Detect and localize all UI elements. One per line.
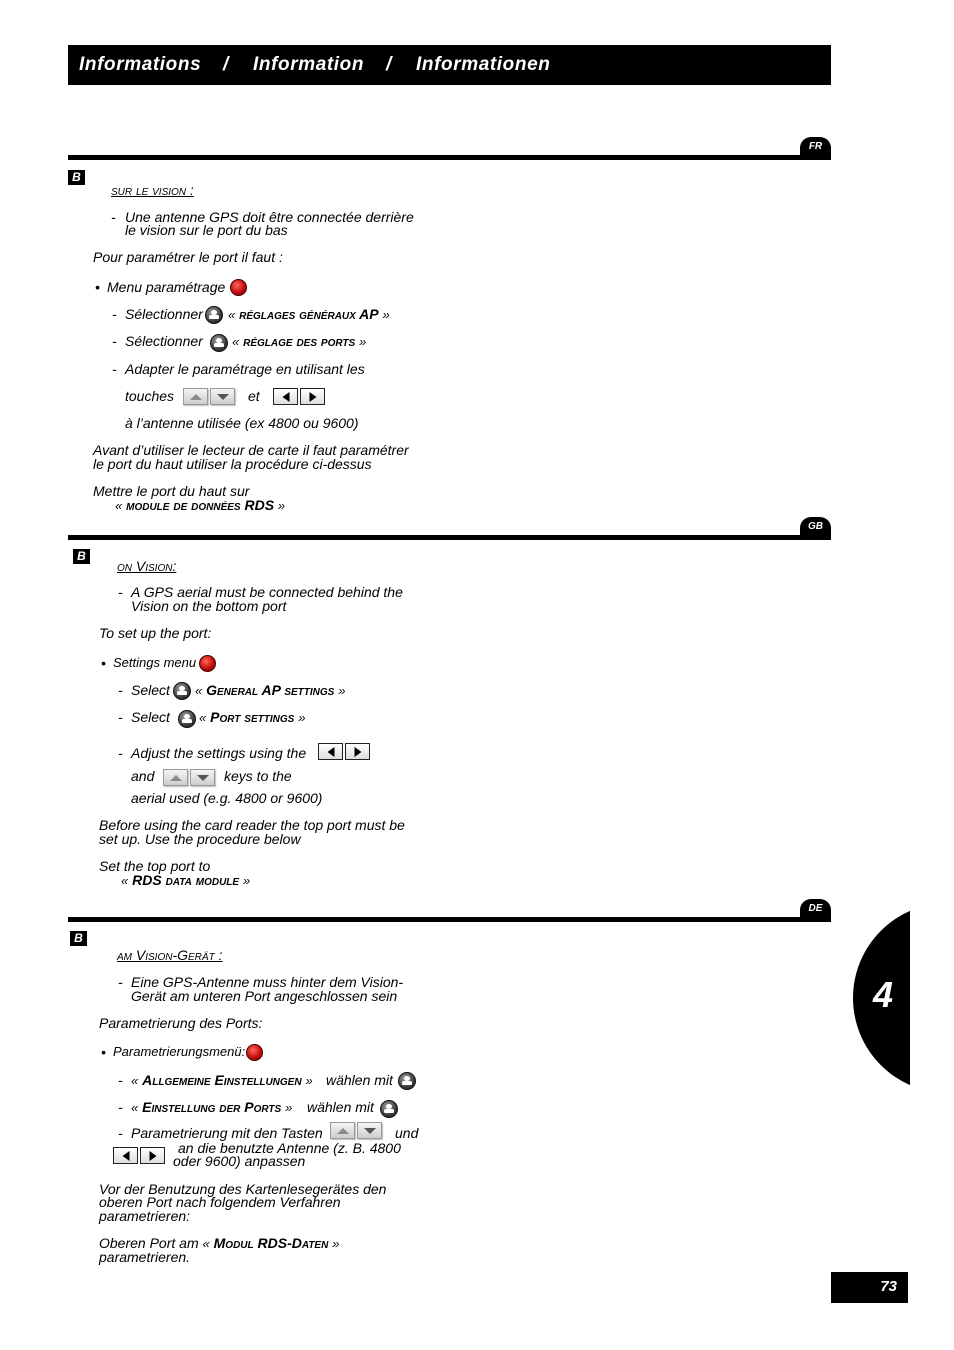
quote-close: »: [298, 710, 306, 725]
list-dash: -: [118, 1072, 123, 1088]
select-button-icon: [178, 710, 196, 728]
down-key-icon: [190, 769, 215, 786]
gps-text-line-1: Eine GPS-Antenne muss hinter dem Vision-: [131, 974, 404, 990]
quote-close: »: [285, 1100, 293, 1115]
menu-button-icon: [199, 655, 216, 672]
left-right-keys-icon: [273, 388, 325, 405]
down-arrow-icon: [217, 394, 229, 400]
select-text: Sélectionner: [125, 306, 203, 322]
up-down-keys-icon: [183, 388, 235, 405]
select-button-icon: [173, 682, 191, 700]
down-arrow-icon: [197, 775, 209, 781]
quote-close: »: [359, 334, 367, 349]
quote-open: «: [199, 710, 207, 725]
list-bullet: •: [95, 279, 100, 295]
adjust-text-line-1: Adjust the settings using the: [131, 745, 307, 761]
card-reader-text-line-2: le port du haut utiliser la procédure ci-dessus: [93, 456, 372, 472]
up-arrow-icon: [190, 394, 202, 400]
up-key-icon: [163, 769, 188, 786]
gps-text-line-2: Vision on the bottom port: [131, 598, 287, 614]
header-separator: /: [223, 54, 229, 75]
list-dash: -: [111, 209, 116, 225]
card-reader-text-line-2: oberen Port nach folgendem Verfahren: [99, 1194, 341, 1210]
badge-letter: B: [77, 549, 86, 563]
section-heading: on Vision:: [117, 558, 177, 574]
quote-open: «: [232, 334, 240, 349]
right-arrow-icon: [309, 392, 316, 402]
select-text: wählen mit: [326, 1072, 393, 1088]
quote-open: «: [228, 307, 236, 322]
quote-close: »: [277, 498, 286, 513]
left-arrow-icon: [282, 392, 289, 402]
menu-label: réglage des ports: [243, 333, 356, 349]
intro-text: Pour paramétrer le port il faut :: [93, 249, 283, 265]
menu-label: Allgemeine Einstellungen: [142, 1072, 302, 1088]
card-reader-text-line-3: parametrieren:: [99, 1208, 191, 1224]
language-tab-fr: [800, 137, 831, 160]
language-code: FR: [808, 141, 823, 152]
left-right-keys-icon: [113, 1147, 165, 1164]
intro-text: To set up the port:: [99, 625, 212, 641]
menu-label: RDS data module: [132, 872, 240, 888]
up-down-keys-icon: [163, 769, 215, 786]
badge-letter: B: [72, 170, 81, 184]
menu-text: Parametrierungsmenü:: [113, 1044, 246, 1059]
top-port-text-line-2: parametrieren.: [99, 1249, 191, 1265]
intro-text: Parametrierung des Ports:: [99, 1015, 263, 1031]
up-arrow-icon: [337, 1128, 349, 1134]
list-dash: -: [118, 1099, 123, 1115]
up-key-icon: [183, 388, 208, 405]
list-dash: -: [112, 361, 117, 377]
header-bar: [68, 45, 831, 85]
menu-path-rds-module: [115, 497, 285, 514]
menu-path-rds-module: [121, 872, 250, 889]
menu-path-general-settings: [131, 1072, 313, 1089]
section-rule: [68, 535, 831, 540]
quote-close: »: [332, 1236, 340, 1251]
menu-label: module de données RDS: [126, 497, 275, 513]
adjust-text-line-1: Parametrierung mit den Tasten: [131, 1125, 323, 1141]
list-dash: -: [118, 974, 123, 990]
list-dash: -: [118, 709, 123, 725]
gps-text-line-2: Gerät am unteren Port angeschlossen sein: [131, 988, 398, 1004]
card-reader-text-line-1: Vor der Benutzung des Kartenlesegerätes den: [99, 1181, 387, 1197]
adjust-text-line-1: Adapter le paramétrage en utilisant les: [125, 361, 365, 377]
quote-open: «: [131, 1073, 139, 1088]
section-badge: [73, 549, 90, 564]
list-dash: -: [118, 1125, 123, 1141]
menu-path-port-settings: [199, 709, 305, 726]
card-reader-text-line-1: Avant d’utiliser le lecteur de carte il faut paramétrer: [93, 442, 409, 458]
menu-path-port-settings: [131, 1099, 292, 1116]
left-key-icon: [273, 388, 298, 405]
top-port-text: Mettre le port du haut sur: [93, 483, 250, 499]
select-button-icon: [205, 306, 223, 324]
select-text: Sélectionner: [125, 333, 203, 349]
menu-button-icon: [246, 1044, 263, 1061]
menu-label: Einstellung der Ports: [142, 1099, 282, 1115]
select-text: wählen mit: [307, 1099, 374, 1115]
quote-close: »: [338, 683, 346, 698]
adjust-and-text: et: [248, 388, 260, 404]
header-separator: /: [386, 54, 392, 75]
top-port-text: Oberen Port am: [99, 1235, 199, 1251]
select-text: Select: [131, 709, 170, 725]
adjust-and-text: und: [395, 1125, 419, 1141]
menu-path-general-settings: [228, 306, 390, 323]
card-reader-text-line-2: set up. Use the procedure below: [99, 831, 301, 847]
adjust-keys-text: touches: [125, 388, 175, 404]
up-down-keys-icon: [330, 1122, 382, 1139]
menu-label: réglages généraux AP: [239, 306, 379, 322]
down-key-icon: [357, 1122, 382, 1139]
quote-open: «: [202, 1236, 210, 1251]
header-title-de: Informationen: [416, 54, 551, 75]
right-key-icon: [300, 388, 325, 405]
quote-close: »: [382, 307, 390, 322]
gps-text-line-1: A GPS aerial must be connected behind the: [131, 584, 403, 600]
quote-open: «: [195, 683, 203, 698]
gps-text-line-1: Une antenne GPS doit être connectée derrière: [125, 209, 414, 225]
page-number: 73: [880, 1278, 897, 1295]
adjust-text-line-3: oder 9600) anpassen: [173, 1153, 306, 1169]
section-heading: sur le vision :: [111, 182, 194, 198]
right-key-icon: [345, 743, 370, 760]
language-code: GB: [808, 521, 823, 532]
list-dash: -: [118, 584, 123, 600]
down-key-icon: [210, 388, 235, 405]
adjust-keys-text: keys to the: [224, 768, 292, 784]
page-number-box: [831, 1272, 908, 1303]
menu-label: Modul RDS-Daten: [213, 1235, 329, 1251]
right-key-icon: [140, 1147, 165, 1164]
adjust-and-text: and: [131, 768, 155, 784]
language-tab-de: [800, 899, 831, 922]
up-arrow-icon: [170, 775, 182, 781]
left-key-icon: [318, 743, 343, 760]
menu-button-icon: [230, 279, 247, 296]
section-badge: [70, 931, 87, 946]
select-text: Select: [131, 682, 170, 698]
quote-open: «: [131, 1100, 139, 1115]
language-tab-gb: [800, 517, 831, 540]
select-button-icon: [210, 334, 228, 352]
right-arrow-icon: [149, 1151, 156, 1161]
chapter-number: 4: [873, 974, 894, 1015]
menu-label: Port settings: [210, 709, 295, 725]
down-arrow-icon: [364, 1128, 376, 1134]
quote-close: »: [305, 1073, 313, 1088]
up-key-icon: [330, 1122, 355, 1139]
language-code: DE: [808, 903, 823, 914]
select-button-icon: [380, 1100, 398, 1118]
section-rule: [68, 155, 831, 160]
menu-path-general-settings: [195, 682, 345, 699]
badge-letter: B: [74, 931, 83, 945]
left-right-keys-icon: [318, 743, 370, 760]
quote-open: «: [121, 873, 129, 888]
section-rule: [68, 917, 831, 922]
list-dash: -: [118, 745, 123, 761]
list-dash: -: [112, 306, 117, 322]
section-badge: [68, 170, 85, 185]
left-key-icon: [113, 1147, 138, 1164]
menu-text: Settings menu: [113, 655, 197, 670]
gps-text-line-2: le vision sur le port du bas: [125, 222, 288, 238]
header-title-gb: Information: [253, 54, 365, 75]
list-bullet: •: [101, 1044, 106, 1060]
quote-open: «: [115, 498, 123, 513]
left-arrow-icon: [122, 1151, 129, 1161]
menu-text: Menu paramétrage: [107, 279, 226, 295]
adjust-text-line-3: à l’antenne utilisée (ex 4800 ou 9600): [125, 415, 359, 431]
left-arrow-icon: [327, 747, 334, 757]
right-arrow-icon: [354, 747, 361, 757]
header-title-fr: Informations: [79, 54, 202, 75]
menu-label: General AP settings: [206, 682, 335, 698]
section-heading: am Vision-Gerät :: [117, 947, 223, 963]
list-bullet: •: [101, 655, 106, 671]
adjust-text-line-2: an die benutzte Antenne (z. B. 4800: [178, 1140, 401, 1156]
card-reader-text-line-1: Before using the card reader the top port must be: [99, 817, 405, 833]
adjust-text-line-3: aerial used (e.g. 4800 or 9600): [131, 790, 323, 806]
top-port-text: Set the top port to: [99, 858, 211, 874]
list-dash: -: [118, 682, 123, 698]
menu-path-port-settings: [232, 333, 366, 350]
list-dash: -: [112, 333, 117, 349]
quote-close: »: [242, 873, 251, 888]
select-button-icon: [398, 1072, 416, 1090]
